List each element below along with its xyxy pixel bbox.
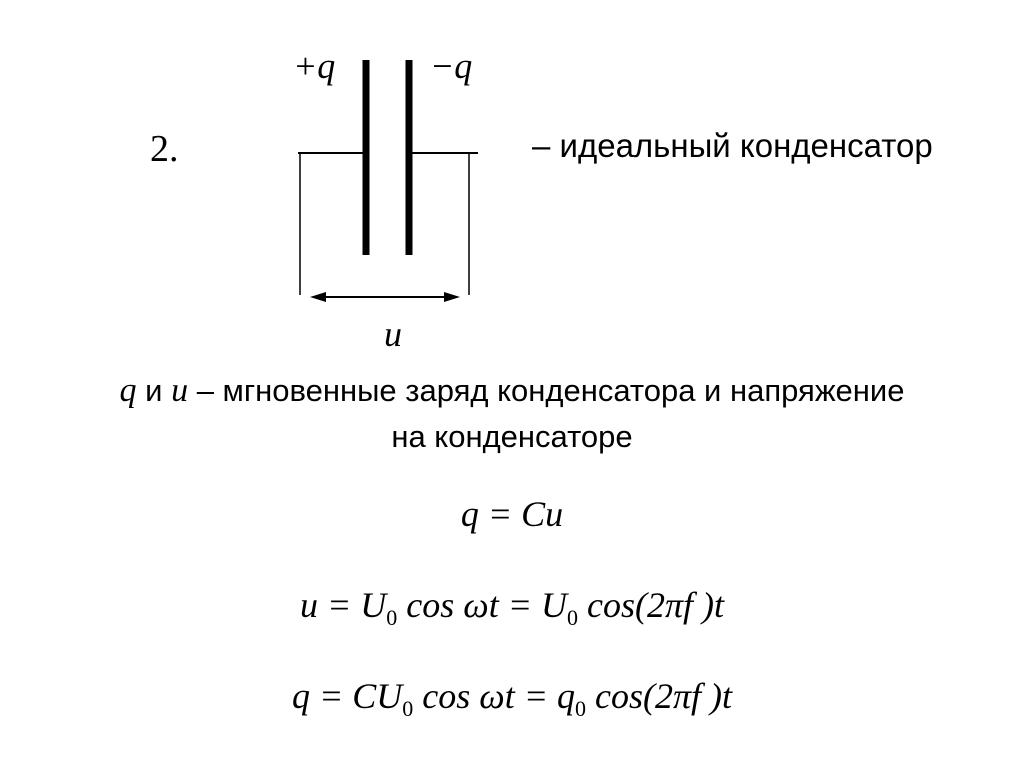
desc-line1-text: – мгновенные заряд конденсатора и напряжение [188, 373, 905, 408]
desc-and-word: и [136, 373, 172, 408]
eq3-mid: cos ωt = q [413, 676, 575, 716]
eq2-mid: cos ωt = U [397, 585, 567, 625]
eq3-sub1: 0 [402, 696, 414, 721]
eq3-sub2: 0 [575, 696, 586, 721]
description-line-2: на конденсаторе [391, 419, 633, 454]
eq2-rhs: cos(2πf )t [577, 585, 724, 625]
voltage-arrow-left-head [310, 292, 326, 302]
equation-charge-time [0, 675, 1024, 722]
eq3-lhs: q = CU [291, 676, 403, 716]
eq3-rhs: cos(2πf )t [586, 676, 733, 716]
equation-charge: q = Cu [460, 494, 564, 534]
voltage-arrow-right-head [444, 292, 460, 302]
desc-q-symbol: q [119, 372, 137, 409]
voltage-u-label: u [384, 314, 402, 354]
minus-q-label: −q [430, 46, 473, 86]
eq2-sub1: 0 [386, 605, 398, 630]
capacitor-caption: – идеальный конденсатор [532, 127, 933, 164]
equation-voltage [0, 584, 1024, 631]
eq2-lhs: u = U [299, 585, 387, 625]
description-line-1 [0, 372, 1024, 410]
eq2-sub2: 0 [566, 605, 578, 630]
plus-q-label: +q [293, 46, 336, 86]
item-number: 2. [150, 128, 179, 170]
desc-u-symbol: u [171, 372, 189, 409]
